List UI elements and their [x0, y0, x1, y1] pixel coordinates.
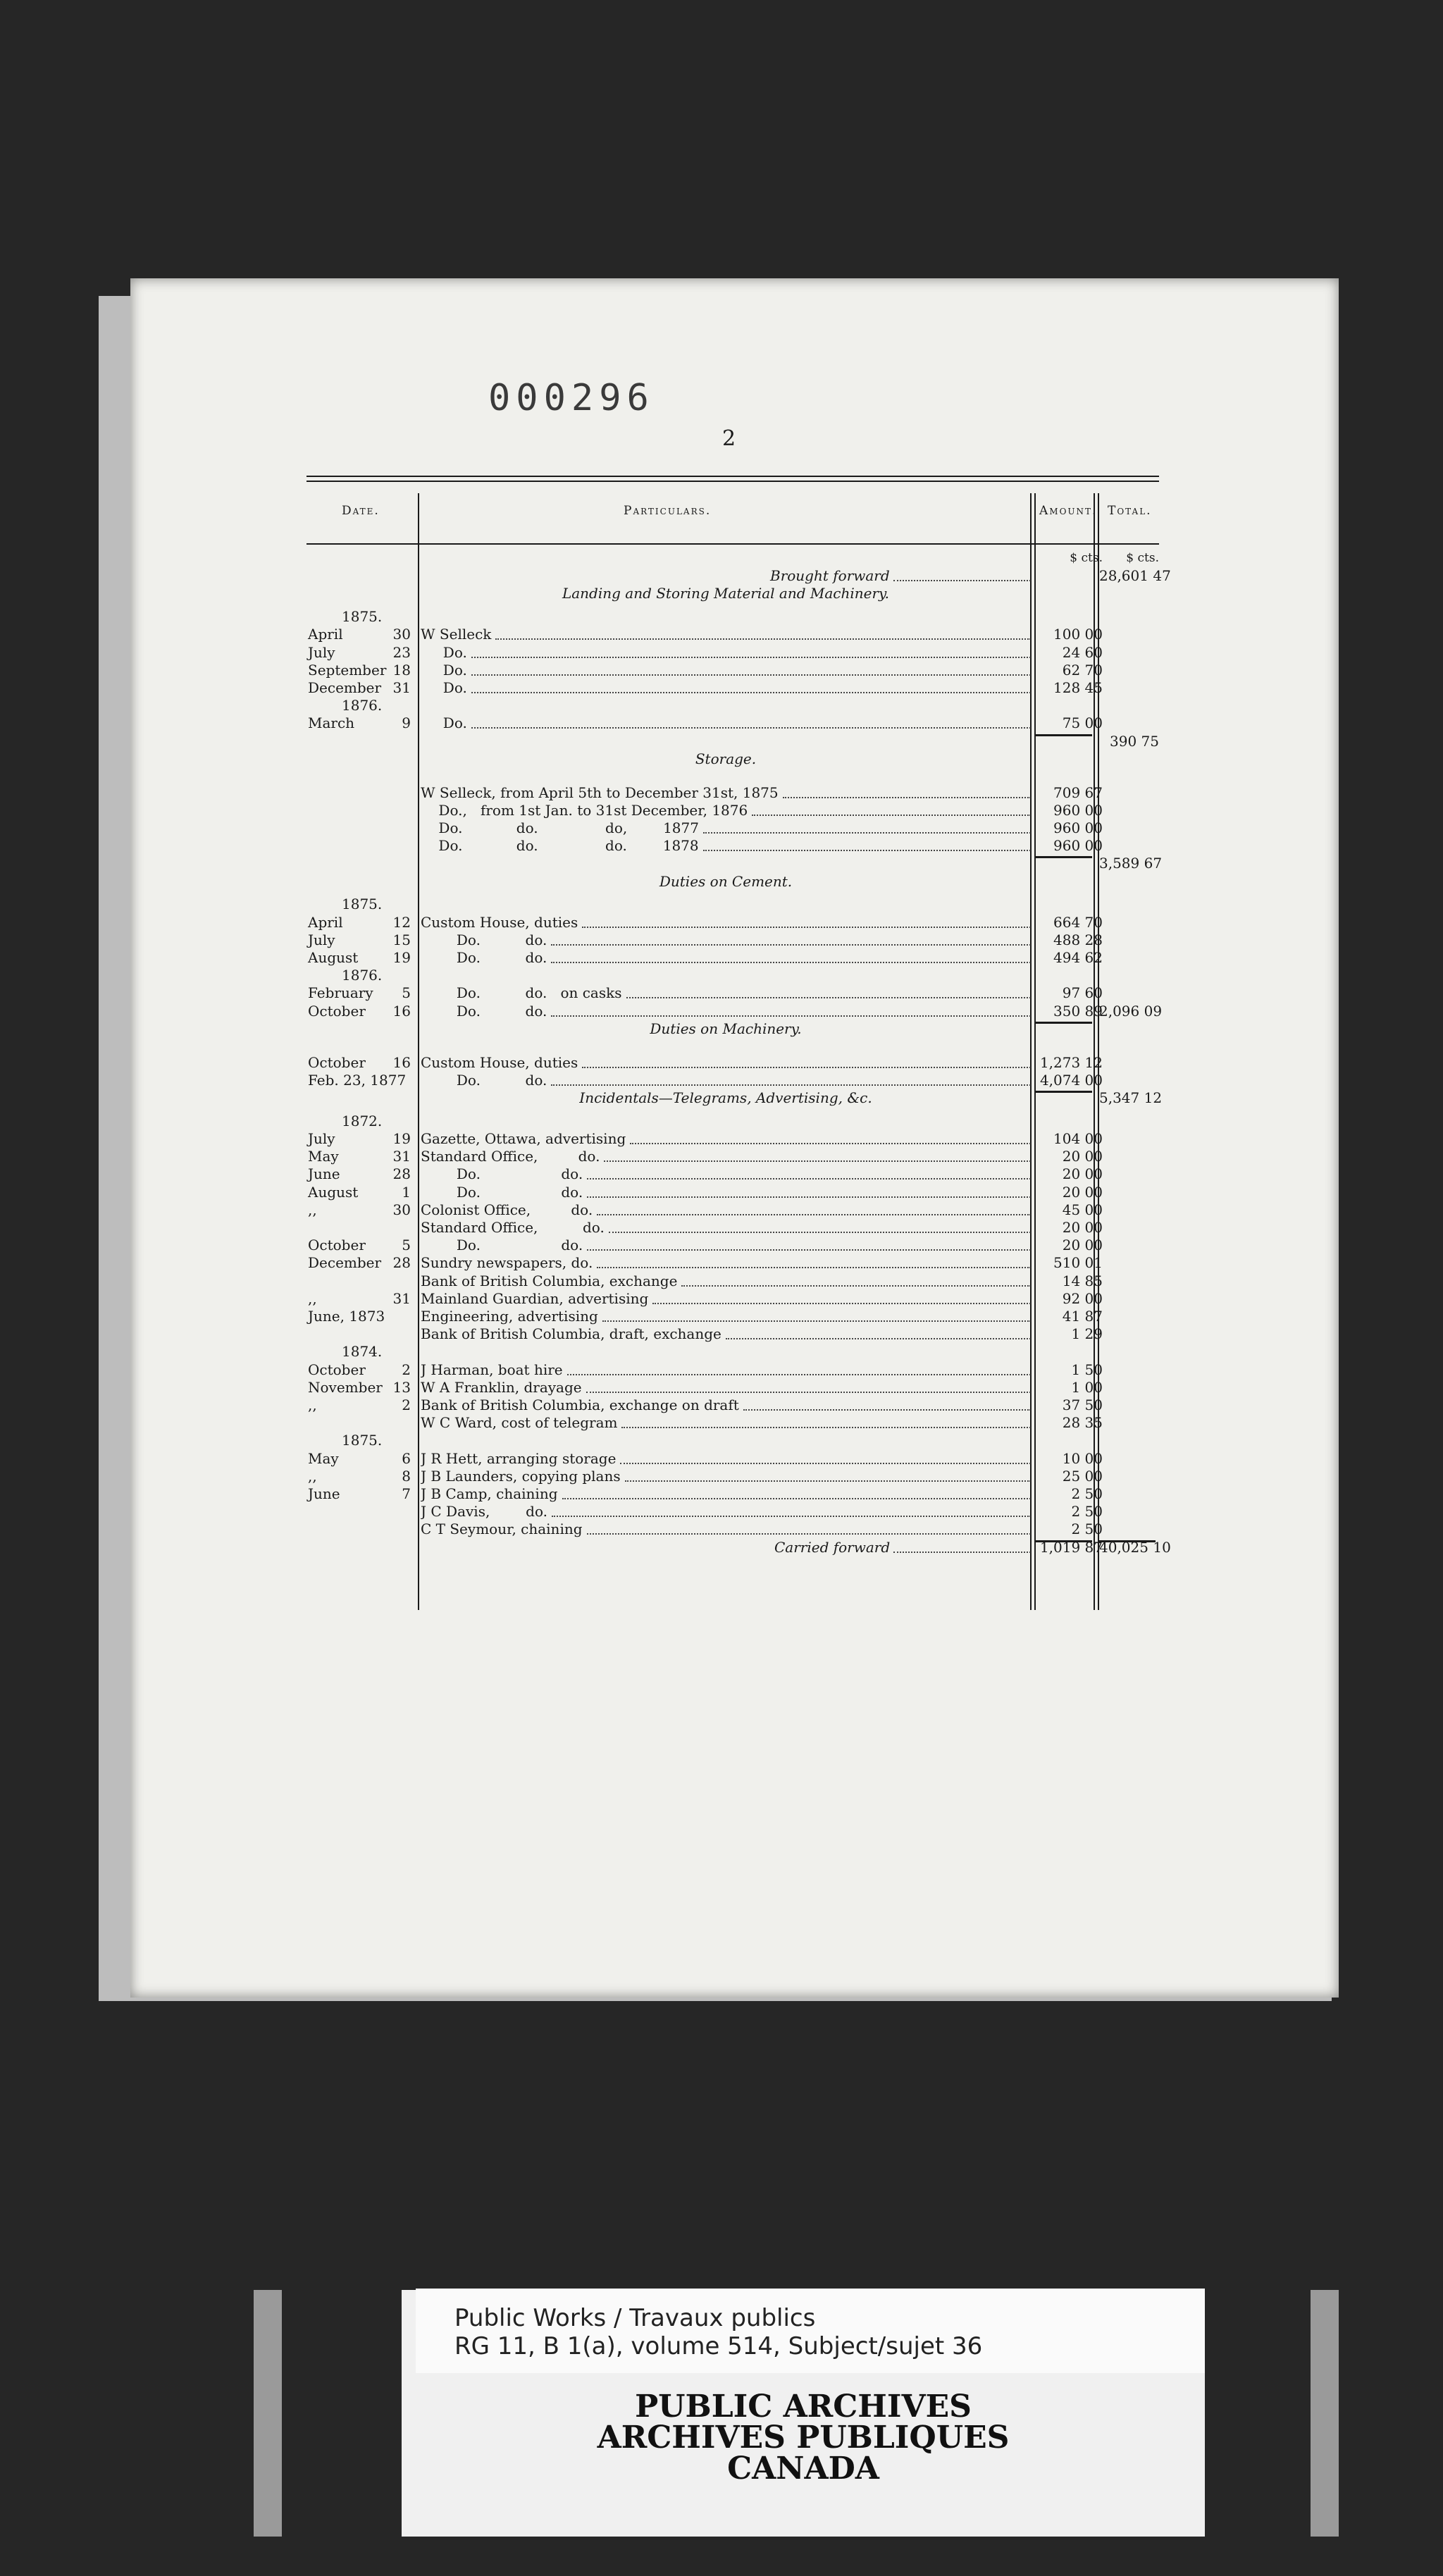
- header-particulars: Particulars.: [624, 504, 712, 518]
- particulars-text: Sundry newspapers, do.: [421, 1254, 593, 1272]
- ledger-row: [306, 1503, 1159, 1521]
- particulars-cell: [421, 1201, 1031, 1219]
- ledger-row: ,, 31 Mainland Guardian, advertising 92 00: [308, 1289, 1103, 1307]
- particulars-cell: [421, 1272, 1031, 1290]
- ledger-row: ,, 8 J B Launders, copying plans 25 00: [308, 1467, 1103, 1485]
- date-month: July: [308, 1130, 335, 1148]
- ledger-row: [306, 567, 1171, 585]
- amount-cell: 104 00: [1053, 1130, 1103, 1148]
- ledger-row: [306, 784, 1159, 802]
- amount-cell: 20 00: [1062, 1165, 1103, 1183]
- date-month: May: [308, 1148, 339, 1165]
- date-year: 1875.: [342, 1432, 383, 1449]
- ledger-row: June 28 Do. do. 20 00: [308, 1165, 1103, 1183]
- year-row: [306, 1432, 1159, 1449]
- particulars-text: W A Franklin, drayage: [421, 1378, 582, 1396]
- particulars-cell: [421, 1521, 1031, 1538]
- section-heading: Duties on Machinery.: [650, 1020, 802, 1037]
- amount-cell: 20 00: [1062, 1237, 1103, 1254]
- particulars-cell: [421, 1072, 1031, 1089]
- date-month: May: [308, 1449, 339, 1467]
- particulars-text: W Selleck, from April 5th to December 31st, 1875: [421, 784, 779, 801]
- ledger-row: December 28 Sundry newspapers, do. 510 01: [308, 1254, 1103, 1272]
- particulars-cell: [421, 662, 1031, 679]
- amount-cell: 92 00: [1062, 1289, 1103, 1307]
- top-rule-2: [306, 481, 1159, 482]
- section-heading: Incidentals—Telegrams, Advertising, &c.: [579, 1089, 872, 1107]
- year-row: [306, 967, 1159, 984]
- dotted-leader: [586, 1379, 1031, 1393]
- dotted-leader: [551, 931, 1031, 946]
- top-rule: [306, 476, 1159, 477]
- label-edge-left: [254, 2290, 282, 2537]
- dotted-leader: [604, 1148, 1031, 1162]
- amount-cell: 960 00: [1053, 819, 1103, 837]
- dotted-leader: [625, 1468, 1031, 1482]
- section-heading-row: [306, 873, 1159, 891]
- particulars-cell: [421, 1130, 1031, 1148]
- particulars-text: J B Camp, chaining: [421, 1485, 558, 1503]
- amount-cell: 10 00: [1062, 1449, 1103, 1467]
- particulars-text: Do. do.: [421, 1071, 547, 1089]
- section-heading: Landing and Storing Material and Machinery.: [562, 585, 890, 602]
- particulars-cell: [421, 784, 1031, 802]
- amount-cell: 2 50: [1071, 1485, 1103, 1503]
- dotted-leader: [551, 1003, 1031, 1017]
- particulars-cell: [421, 644, 1031, 662]
- particulars-text: Do.: [421, 714, 467, 732]
- total-cell: 40,025 10: [1099, 1538, 1171, 1556]
- dotted-leader: [587, 1521, 1031, 1535]
- ledger-row: [306, 802, 1159, 819]
- section-heading-row: [306, 1089, 1163, 1107]
- amount-cell: 960 00: [1053, 801, 1103, 819]
- particulars-text: Do. do. on casks: [421, 984, 622, 1002]
- dotted-leader: [621, 1414, 1031, 1428]
- ledger-row: March 9 Do. 75 00: [308, 714, 1103, 732]
- amount-cell: 97 60: [1062, 984, 1103, 1002]
- particulars-cell: [421, 1290, 1031, 1308]
- ledger-row: ,, 30 Colonist Office, do. 45 00: [308, 1201, 1103, 1218]
- ledger-row: [306, 733, 1159, 750]
- amount-cell: 709 67: [1053, 784, 1103, 801]
- particulars-cell: [421, 837, 1031, 855]
- particulars-cell: [421, 1219, 1031, 1237]
- amount-cell: 28 35: [1062, 1414, 1103, 1432]
- particulars-text: Do., from 1st Jan. to 31st December, 1876: [421, 801, 748, 819]
- dotted-leader: [551, 949, 1031, 963]
- ledger-row: ,, 2 Bank of British Columbia, exchange on draft 37 50: [308, 1397, 1103, 1414]
- ledger-row: November 13 W A Franklin, drayage 1 00: [308, 1378, 1103, 1396]
- total-unit-label: $ cts.: [1126, 551, 1159, 565]
- amount-cell: 4,074 00: [1039, 1071, 1103, 1089]
- particulars-text: Do. do. do. 1878: [421, 837, 699, 855]
- particulars-text: J R Hett, arranging storage: [421, 1449, 617, 1467]
- amount-cell: 1,019 87: [1039, 1538, 1103, 1556]
- particulars-text: Gazette, Ottawa, advertising: [421, 1130, 626, 1148]
- dotted-leader: [893, 1539, 1031, 1553]
- dotted-leader: [893, 567, 1031, 581]
- label-line-2: RG 11, B 1(a), volume 514, Subject/sujet 36: [454, 2332, 983, 2360]
- year-row: [306, 1343, 1159, 1361]
- dotted-leader: [495, 626, 1031, 640]
- particulars-cell: [421, 984, 1031, 1002]
- date-month: June: [308, 1485, 340, 1503]
- amount-cell: 20 00: [1062, 1183, 1103, 1201]
- particulars-text: Custom House, duties: [421, 1053, 578, 1071]
- total-cell: 5,347 12: [1099, 1089, 1163, 1107]
- amount-cell: 488 28: [1053, 931, 1103, 948]
- particulars-cell: [421, 567, 1031, 585]
- ledger-row: [306, 819, 1159, 837]
- particulars-cell: [421, 949, 1031, 967]
- particulars-text: Custom House, duties: [421, 913, 578, 931]
- archives-line-3: CANADA: [727, 2451, 879, 2487]
- header-total: Total.: [1108, 504, 1152, 518]
- date-month: Feb. 23, 1877: [308, 1071, 407, 1089]
- ledger-row: February 5 Do. do. on casks 97 60: [308, 984, 1103, 1002]
- date-month: December: [308, 679, 382, 696]
- ledger-row: [306, 855, 1163, 872]
- amount-cell: 494 62: [1053, 949, 1103, 966]
- date-year: 1876.: [342, 967, 383, 984]
- label-edge-right: [1311, 2290, 1339, 2537]
- particulars-cell: [421, 1325, 1031, 1343]
- ledger-row: October 2 J Harman, boat hire 1 50: [308, 1361, 1103, 1378]
- particulars-text: W Selleck: [421, 626, 492, 643]
- ledger-row: September 18 Do. 62 70: [308, 661, 1103, 679]
- archives-line-2: ARCHIVES PUBLIQUES: [597, 2420, 1010, 2456]
- dotted-leader: [551, 1072, 1031, 1086]
- ledger-row: [306, 1414, 1159, 1432]
- date-month: ,,: [308, 1201, 317, 1218]
- particulars-cell: [421, 1414, 1031, 1432]
- date-month: October: [308, 1237, 366, 1254]
- particulars-cell: [421, 626, 1031, 643]
- ledger-row: April 12 Custom House, duties 664 70: [308, 913, 1103, 931]
- ledger-row: [306, 1219, 1159, 1237]
- particulars-cell: [421, 714, 1031, 732]
- amount-cell: 41 87: [1062, 1308, 1103, 1325]
- dotted-leader: [609, 1219, 1031, 1233]
- ledger-row: December 31 Do. 128 45: [308, 679, 1103, 696]
- dotted-leader: [552, 1503, 1031, 1517]
- particulars-cell: [421, 1003, 1031, 1020]
- particulars-text: Do. do.: [421, 1165, 583, 1183]
- particulars-cell: [421, 1361, 1031, 1379]
- dotted-leader: [626, 984, 1031, 998]
- particulars-cell: [421, 1539, 1031, 1556]
- particulars-cell: [421, 1054, 1031, 1072]
- dotted-leader: [620, 1450, 1031, 1464]
- ledger-row: [306, 1308, 1159, 1325]
- amount-cell: 100 00: [1053, 626, 1103, 643]
- date-month: November: [308, 1378, 383, 1396]
- total-cell: 390 75: [1110, 732, 1159, 750]
- dotted-leader: [681, 1272, 1031, 1287]
- date-year: 1874.: [342, 1343, 383, 1361]
- dotted-leader: [783, 784, 1031, 798]
- date-year: 1876.: [342, 697, 383, 714]
- dotted-leader: [726, 1325, 1031, 1339]
- particulars-text: C T Seymour, chaining: [421, 1521, 583, 1538]
- date-month: ,,: [308, 1289, 317, 1307]
- dotted-leader: [597, 1201, 1031, 1215]
- section-heading: Duties on Cement.: [659, 872, 793, 890]
- ledger-table: [306, 476, 1171, 1610]
- particulars-text: Mainland Guardian, advertising: [421, 1289, 649, 1307]
- particulars-text: Do.: [421, 661, 467, 679]
- dotted-leader: [703, 837, 1031, 851]
- ledger-row: October 16 Do. do. 350 89 2,096 09: [308, 1002, 1163, 1020]
- ledger-row: [306, 837, 1159, 855]
- particulars-text: J B Launders, copying plans: [421, 1467, 621, 1485]
- particulars-text: Do. do.: [421, 949, 547, 966]
- date-month: August: [308, 1183, 359, 1201]
- amount-cell: 14 85: [1062, 1272, 1103, 1289]
- date-month: October: [308, 1053, 366, 1071]
- header-amount: Amount.: [1039, 504, 1098, 518]
- total-cell: 28,601 47: [1099, 567, 1171, 585]
- particulars-cell: [421, 931, 1031, 949]
- dotted-leader: [562, 1485, 1031, 1499]
- particulars-cell: [421, 802, 1031, 819]
- dotted-leader: [587, 1165, 1031, 1179]
- amount-cell: 1 00: [1071, 1378, 1103, 1396]
- particulars-cell: [421, 1503, 1031, 1521]
- particulars-text: Engineering, advertising: [421, 1308, 598, 1325]
- particulars-cell: [421, 1485, 1031, 1503]
- ledger-row: May 31 Standard Office, do. 20 00: [308, 1148, 1103, 1165]
- amount-cell: 20 00: [1062, 1148, 1103, 1165]
- dotted-leader: [471, 644, 1031, 658]
- archive-label-reference: [416, 2289, 1205, 2373]
- total-cell: 3,589 67: [1099, 855, 1163, 872]
- particulars-cell: [421, 914, 1031, 931]
- amount-cell: 350 89: [1053, 1002, 1103, 1020]
- amount-cell: 1 29: [1071, 1325, 1103, 1343]
- particulars-text: Bank of British Columbia, draft, exchange: [421, 1325, 722, 1343]
- date-year: 1875.: [342, 608, 383, 626]
- dotted-leader: [567, 1361, 1031, 1375]
- date-month: August: [308, 949, 359, 966]
- amount-cell: 960 00: [1053, 837, 1103, 855]
- ledger-row: May 6 J R Hett, arranging storage 10 00: [308, 1449, 1103, 1467]
- ledger-row: [306, 1521, 1159, 1538]
- dotted-leader: [471, 679, 1031, 693]
- particulars-text: Do.: [421, 679, 467, 696]
- particulars-text: Do. do. do, 1877: [421, 819, 699, 837]
- archives-line-1: PUBLIC ARCHIVES: [635, 2389, 972, 2425]
- date-month: February: [308, 984, 373, 1002]
- page-number: 2: [722, 426, 736, 451]
- date-year: 1875.: [342, 896, 383, 913]
- ledger-row: April 30 W Selleck 100 00: [308, 626, 1103, 643]
- year-row: [306, 697, 1159, 714]
- ledger-row: June 7 J B Camp, chaining 2 50: [308, 1485, 1103, 1503]
- particulars-text: J Harman, boat hire: [421, 1361, 563, 1378]
- section-heading-row: [306, 1020, 1159, 1038]
- dotted-leader: [471, 714, 1031, 729]
- particulars-cell: [421, 1165, 1031, 1183]
- ledger-row: [306, 1272, 1159, 1290]
- amount-cell: 25 00: [1062, 1467, 1103, 1485]
- particulars-text: Standard Office, do.: [421, 1148, 600, 1165]
- amount-unit-label: $ cts.: [1070, 551, 1103, 565]
- particulars-text: Do.: [421, 643, 467, 661]
- particulars-cell: [421, 1308, 1031, 1325]
- ledger-row: [306, 550, 1159, 567]
- particulars-cell: [421, 819, 1031, 837]
- particulars-text: Do. do.: [421, 1183, 583, 1201]
- particulars-cell: [421, 1450, 1031, 1468]
- ledger-row: October 5 Do. do. 20 00: [308, 1237, 1103, 1254]
- amount-cell: 62 70: [1062, 661, 1103, 679]
- particulars-cell: [421, 679, 1031, 697]
- particulars-cell: [421, 1468, 1031, 1485]
- particulars-text: Bank of British Columbia, exchange on draft: [421, 1397, 739, 1414]
- amount-cell: 1,273 12: [1039, 1053, 1103, 1071]
- date-month: October: [308, 1002, 366, 1020]
- dotted-leader: [587, 1184, 1031, 1198]
- dotted-leader: [602, 1308, 1031, 1322]
- dotted-leader: [471, 662, 1031, 676]
- dotted-leader: [652, 1290, 1031, 1304]
- amount-cell: 128 45: [1053, 679, 1103, 696]
- ledger-row: August 1 Do. do. 20 00: [308, 1183, 1103, 1201]
- date-month: December: [308, 1254, 382, 1272]
- ledger-row: [306, 1072, 1159, 1089]
- amount-cell: 37 50: [1062, 1397, 1103, 1414]
- particulars-cell: [421, 1148, 1031, 1165]
- dotted-leader: [582, 914, 1031, 928]
- amount-cell: 24 60: [1062, 643, 1103, 661]
- dotted-leader: [582, 1054, 1031, 1068]
- amount-cell: 2 50: [1071, 1521, 1103, 1538]
- ledger-row: October 16 Custom House, duties 1,273 12: [308, 1053, 1103, 1071]
- particulars-text: Bank of British Columbia, exchange: [421, 1272, 678, 1289]
- particulars-text: Standard Office, do.: [421, 1219, 605, 1237]
- particulars-text: Carried forward: [774, 1538, 891, 1556]
- date-month: September: [308, 661, 387, 679]
- amount-cell: 45 00: [1062, 1201, 1103, 1218]
- date-month: ,,: [308, 1397, 317, 1414]
- total-cell: 2,096 09: [1099, 1002, 1163, 1020]
- section-heading: Storage.: [695, 750, 757, 767]
- year-row: [306, 608, 1159, 626]
- date-month: June, 1873: [308, 1308, 385, 1325]
- amount-cell: 664 70: [1053, 913, 1103, 931]
- date-year: 1872.: [342, 1112, 383, 1129]
- ledger-row: [306, 1538, 1171, 1556]
- section-heading-row: [306, 585, 1159, 602]
- particulars-text: Do. do.: [421, 931, 547, 948]
- section-heading-row: [306, 750, 1159, 768]
- amount-cell: 1 50: [1071, 1361, 1103, 1378]
- year-row: [306, 896, 1159, 913]
- amount-cell: 510 01: [1053, 1254, 1103, 1272]
- particulars-text: Do. do.: [421, 1237, 583, 1254]
- dotted-leader: [752, 802, 1031, 816]
- header-date: Date.: [342, 504, 380, 518]
- amount-cell: 2 50: [1071, 1503, 1103, 1521]
- particulars-cell: [421, 1237, 1031, 1254]
- date-month: April: [308, 913, 343, 931]
- label-line-1: Public Works / Travaux publics: [454, 2304, 816, 2332]
- date-month: June: [308, 1165, 340, 1183]
- ledger-row: August 19 Do. do. 494 62: [308, 949, 1103, 966]
- year-row: [306, 1113, 1159, 1130]
- particulars-text: W C Ward, cost of telegram: [421, 1414, 618, 1432]
- particulars-text: Do. do.: [421, 1002, 547, 1020]
- particulars-cell: [421, 1397, 1031, 1414]
- dotted-leader: [703, 819, 1031, 834]
- particulars-text: J C Davis, do.: [421, 1503, 548, 1521]
- date-month: April: [308, 626, 343, 643]
- amount-cell: 75 00: [1062, 714, 1103, 732]
- stamp-number: 000296: [488, 377, 655, 419]
- particulars-cell: [421, 1184, 1031, 1201]
- dotted-leader: [630, 1130, 1031, 1144]
- ledger-row: [306, 1325, 1159, 1343]
- dotted-leader: [743, 1397, 1031, 1411]
- date-month: March: [308, 714, 355, 732]
- ledger-row: July 15 Do. do. 488 28: [308, 931, 1103, 948]
- date-month: July: [308, 931, 335, 948]
- particulars-cell: [421, 1254, 1031, 1272]
- particulars-text: Colonist Office, do.: [421, 1201, 593, 1218]
- dotted-leader: [597, 1254, 1031, 1268]
- date-month: July: [308, 643, 335, 661]
- amount-cell: 20 00: [1062, 1219, 1103, 1237]
- particulars-cell: [421, 1379, 1031, 1397]
- dotted-leader: [587, 1237, 1031, 1251]
- ledger-row: July 23 Do. 24 60: [308, 643, 1103, 661]
- date-month: October: [308, 1361, 366, 1378]
- date-month: ,,: [308, 1467, 317, 1485]
- ledger-row: July 19 Gazette, Ottawa, advertising 104 00: [308, 1130, 1103, 1148]
- particulars-text: Brought forward: [770, 567, 890, 585]
